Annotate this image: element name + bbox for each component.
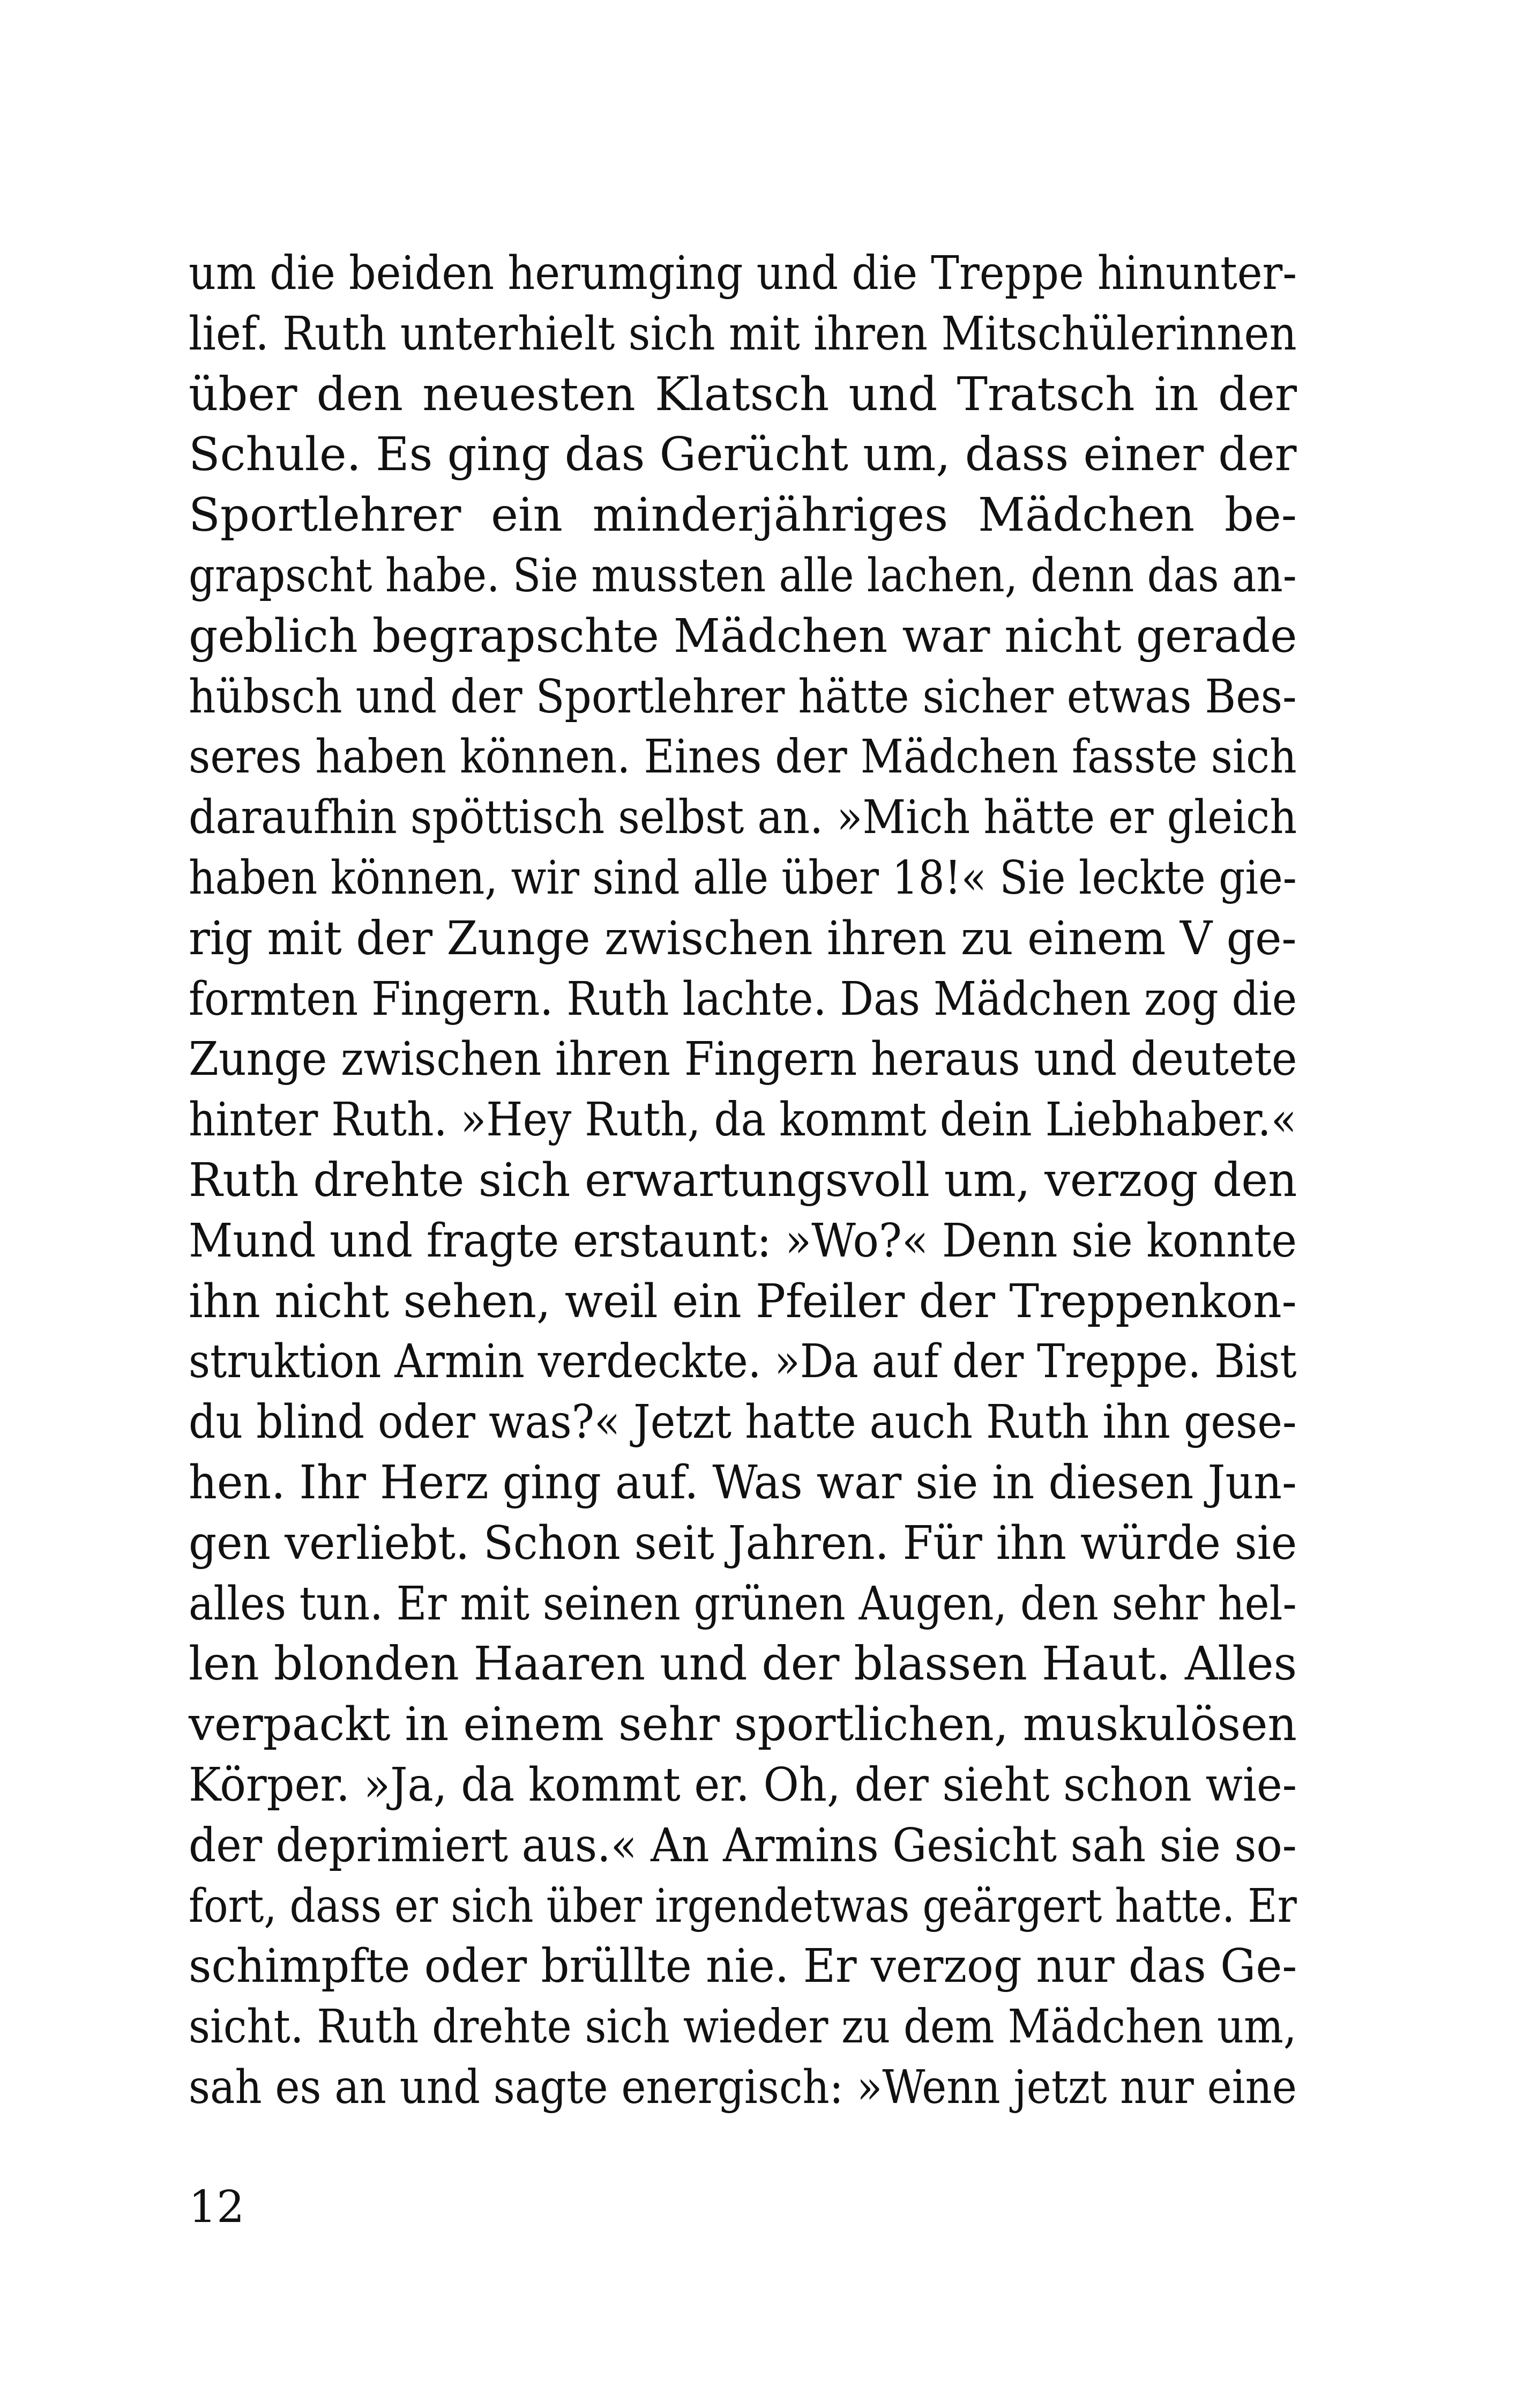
text-line: seres haben können. Eines der Mädchen fasste sich xyxy=(189,730,1297,784)
text-line: hübsch und der Sportlehrer hätte sicher etwas Bes- xyxy=(189,670,1297,724)
text-line: Ruth drehte sich erwartungsvoll um, verzog den xyxy=(189,1153,1297,1207)
text-line: len blonden Haaren und der blassen Haut. Alles xyxy=(189,1637,1297,1691)
text-line: über den neuesten Klatsch und Tratsch in der xyxy=(189,367,1297,421)
text-line: grapscht habe. Sie mussten alle lachen, denn das an- xyxy=(189,548,1297,603)
text-line: Sportlehrer ein minderjähriges Mädchen be- xyxy=(189,488,1297,542)
text-line: lief. Ruth unterhielt sich mit ihren Mitschülerinnen xyxy=(189,307,1297,361)
text-line: formten Fingern. Ruth lachte. Das Mädchen zog die xyxy=(189,972,1297,1026)
text-line: Körper. »Ja, da kommt er. Oh, der sieht schon wie- xyxy=(189,1758,1297,1812)
text-line: sicht. Ruth drehte sich wieder zu dem Mädchen um, xyxy=(189,2000,1297,2054)
text-line: struktion Armin verdeckte. »Da auf der Treppe. Bist xyxy=(189,1335,1297,1389)
body-text xyxy=(189,243,1297,2118)
text-line: gen verliebt. Schon seit Jahren. Für ihn würde sie xyxy=(189,1516,1297,1570)
text-line: um die beiden herumging und die Treppe hinunter- xyxy=(189,247,1297,300)
text-line: ihn nicht sehen, weil ein Pfeiler der Treppenkon- xyxy=(189,1274,1297,1328)
text-line: hinter Ruth. »Hey Ruth, da kommt dein Liebhaber.« xyxy=(189,1093,1297,1147)
text-line: sah es an und sagte energisch: »Wenn jetzt nur eine xyxy=(189,2060,1297,2114)
text-line: fort, dass er sich über irgendetwas geärgert hatte. Er xyxy=(189,1879,1297,1933)
text-line: Mund und fragte erstaunt: »Wo?« Denn sie konnte xyxy=(189,1214,1297,1268)
text-line: du blind oder was?« Jetzt hatte auch Ruth ihn gese- xyxy=(189,1395,1297,1450)
page-number: 12 xyxy=(189,2182,245,2233)
text-line: alles tun. Er mit seinen grünen Augen, den sehr hel- xyxy=(189,1577,1297,1631)
text-line: schimpfte oder brüllte nie. Er verzog nur das Ge- xyxy=(189,1939,1297,1994)
text-line: verpackt in einem sehr sportlichen, muskulösen xyxy=(189,1698,1297,1752)
text-line: geblich begrapschte Mädchen war nicht gerade xyxy=(189,609,1297,663)
text-line: hen. Ihr Herz ging auf. Was war sie in diesen Jun- xyxy=(189,1455,1297,1510)
text-line: daraufhin spöttisch selbst an. »Mich hätte er gleich xyxy=(189,791,1297,845)
text-line: Schule. Es ging das Gerücht um, dass einer der xyxy=(189,428,1297,482)
text-line: Zunge zwischen ihren Fingern heraus und deutete xyxy=(189,1032,1297,1087)
text-line: haben können, wir sind alle über 18!« Sie leckte gie- xyxy=(189,851,1297,905)
text-line: der deprimiert aus.« An Armins Gesicht sah sie so- xyxy=(189,1818,1297,1872)
text-line: rig mit der Zunge zwischen ihren zu einem V ge- xyxy=(189,911,1297,965)
